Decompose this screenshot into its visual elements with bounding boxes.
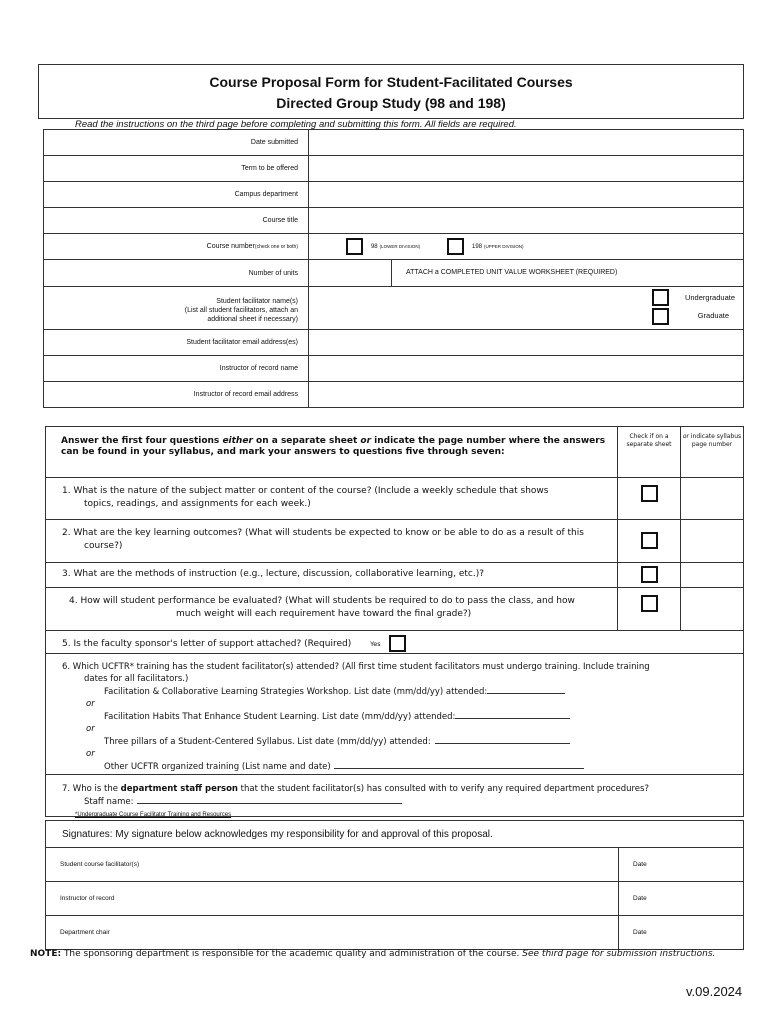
question-5-text: 5. Is the faculty sponsor's letter of support attached? (Required) [62, 639, 352, 649]
student-signature-field[interactable] [46, 848, 619, 882]
question-4-line-2: much weight will each requirement have toward the final grade?) [176, 609, 472, 619]
facilitator-label [44, 287, 309, 330]
instructor-date-field[interactable] [619, 882, 744, 916]
chair-signature-field[interactable] [46, 916, 619, 950]
student-signature-label: Student course facilitator(s) [60, 861, 140, 868]
course-title-label: Course title [44, 208, 309, 234]
question-2 [46, 520, 618, 563]
note-text: The sponsoring department is responsible for the academic quality and administration of the course. [61, 949, 523, 959]
staff-name-label: Staff name: [84, 796, 134, 807]
facilitator-label-1: Student facilitator name(s) [216, 297, 298, 305]
units-field[interactable] [309, 260, 392, 286]
units-label: Number of units [44, 260, 309, 287]
term-field[interactable] [309, 156, 744, 182]
graduate-checkbox[interactable] [652, 308, 669, 325]
question-6-line-2: dates for all facilitators.) [84, 673, 189, 684]
course-number-hint: (check one or both) [254, 244, 298, 250]
question-6-line-1: 6. Which UCFTR* training has the student facilitator(s) attended? (All first time student facilitators must undergo training. Include training [62, 662, 650, 672]
staff-name-field[interactable] [137, 795, 402, 804]
q6-option-3-text: Three pillars of a Student-Centered Syllabus. List date (mm/dd/yy) attended: [104, 737, 431, 747]
footnote-link[interactable]: *Undergraduate Course Facilitator Training and Resources [75, 812, 232, 818]
q6-option-4-text: Other UCFTR organized training (List name and date) [104, 762, 331, 772]
instructor-signature-field[interactable] [46, 882, 619, 916]
question-4 [46, 588, 618, 631]
col-header-separate: Check if on a separate sheet [618, 427, 681, 478]
department-label: Campus department [44, 182, 309, 208]
term-label: Term to be offered [44, 156, 309, 182]
course-number-options [309, 234, 744, 260]
signatures-table [45, 820, 744, 950]
question-1 [46, 478, 618, 520]
course-title-field[interactable] [309, 208, 744, 234]
col-header-or: or [682, 433, 689, 440]
course-number-label [44, 234, 309, 260]
q5-yes-label: Yes [370, 640, 381, 648]
form-title: Course Proposal Form for Student-Facilitated Courses [209, 74, 573, 90]
q6-option-2-text: Facilitation Habits That Enhance Student Learning. List date (mm/dd/yy) attended: [104, 712, 456, 722]
student-date-label: Date [633, 861, 647, 868]
col-header-page [681, 427, 744, 478]
question-6 [46, 654, 744, 775]
units-note: ATTACH a COMPLETED UNIT VALUE WORKSHEET (REQUIRED) [406, 269, 618, 276]
course-number-text: Course number [206, 243, 255, 250]
q3-checkbox[interactable] [641, 566, 658, 583]
questions-table [45, 426, 744, 817]
q4-page-field[interactable] [681, 588, 744, 631]
q3-check-cell [618, 563, 681, 588]
question-2-line-1: 2. What are the key learning outcomes? (What will students be expected to know or be able to do as a result of this [62, 528, 584, 538]
option-98-label: 98 [370, 244, 378, 251]
question-7-line-1 [62, 783, 743, 795]
checkbox-98[interactable] [346, 238, 363, 255]
note-label: NOTE: [30, 949, 62, 959]
intro-or: or [360, 436, 372, 446]
checkbox-198[interactable] [447, 238, 464, 255]
questions-intro [46, 427, 618, 478]
option-198-label: 198 [472, 244, 483, 251]
undergraduate-label: Undergraduate [684, 293, 735, 302]
course-info-table [43, 129, 744, 408]
facilitator-field[interactable] [309, 287, 744, 330]
department-field[interactable] [309, 182, 744, 208]
q3-page-field[interactable] [681, 563, 744, 588]
q6-option-1 [62, 685, 743, 699]
q6-or-2: or [86, 723, 95, 734]
q6-option-1-text: Facilitation & Collaborative Learning Strategies Workshop. List date (mm/dd/yy) attended: [104, 687, 488, 697]
chair-signature-label: Department chair [60, 929, 110, 936]
option-98-hint: (LOWER DIVISION) [379, 244, 421, 250]
graduate-label: Graduate [697, 311, 729, 320]
instructions-text: Read the instructions on the third page before completing and submitting this form. All fields are required. [75, 119, 517, 130]
q2-checkbox[interactable] [641, 532, 658, 549]
q5-yes-checkbox[interactable] [389, 635, 406, 652]
q2-page-field[interactable] [681, 520, 744, 563]
question-4-line-1: 4. How will student performance be evaluated? (What will students be required to do to pass the class, and how [69, 596, 575, 606]
q6-or-3: or [86, 748, 95, 759]
q7-bold: department staff person [120, 783, 238, 794]
staff-name-row [62, 795, 743, 808]
q6-option-3-date[interactable] [435, 735, 570, 744]
undergraduate-checkbox[interactable] [652, 289, 669, 306]
q6-option-1-date[interactable] [487, 685, 565, 694]
facilitator-email-field[interactable] [309, 330, 744, 356]
facilitator-label-3: additional sheet if necessary) [207, 315, 298, 323]
chair-date-field[interactable] [619, 916, 744, 950]
q1-page-field[interactable] [681, 478, 744, 520]
q6-option-2 [62, 710, 743, 724]
q7-text-a: 7. Who is the [62, 783, 121, 794]
question-5 [46, 631, 744, 654]
intro-either: either [222, 436, 253, 446]
q6-option-3 [62, 735, 743, 749]
chair-date-label: Date [633, 929, 647, 936]
version-label: v.09.2024 [686, 984, 743, 999]
date-submitted-label: Date submitted [44, 130, 309, 156]
q6-option-4 [62, 760, 743, 774]
q2-check-cell [618, 520, 681, 563]
question-1-line-1: 1. What is the nature of the subject matter or content of the course? (Include a weekly schedule that shows [62, 486, 549, 496]
signatures-header: Signatures: My signature below acknowledges my responsibility for and approval of this proposal. [46, 821, 744, 848]
q6-option-4-entry[interactable] [334, 760, 584, 769]
instructor-signature-label: Instructor of record [60, 895, 115, 902]
q1-checkbox[interactable] [641, 485, 658, 502]
intro-text-a: Answer the first four questions [61, 436, 223, 446]
instructor-email-field[interactable] [309, 382, 744, 408]
form-title-box [38, 64, 744, 119]
footer-note [30, 949, 715, 959]
form-subtitle: Directed Group Study (98 and 198) [276, 95, 506, 111]
units-row [309, 260, 744, 287]
instructor-date-label: Date [633, 895, 647, 902]
facilitator-email-label: Student facilitator email address(es) [44, 330, 309, 356]
intro-text-c: indicate the page number where the answers can be found in your syllabus, and mark your answers to questions five through seven: [61, 436, 606, 457]
q4-check-cell [618, 588, 681, 631]
instructor-name-field[interactable] [309, 356, 744, 382]
question-7 [46, 774, 744, 816]
instructor-email-label: Instructor of record email address [44, 382, 309, 408]
option-198-hint: (UPPER DIVISION) [483, 244, 524, 250]
intro-text-b: on a separate sheet [252, 436, 361, 446]
question-3: 3. What are the methods of instruction (e.g., lecture, discussion, collaborative learning, etc.)? [46, 563, 618, 588]
col-header-page-text: indicate syllabus page number [688, 433, 742, 448]
facilitator-label-2: (List all student facilitators, attach an [184, 306, 298, 314]
question-1-line-2: topics, readings, and assignments for each week.) [84, 499, 311, 509]
q4-checkbox[interactable] [641, 595, 658, 612]
date-submitted-field[interactable] [309, 130, 744, 156]
student-date-field[interactable] [619, 848, 744, 882]
q6-or-1: or [86, 698, 95, 709]
q1-check-cell [618, 478, 681, 520]
question-2-line-2: course?) [84, 541, 123, 551]
instructor-name-label: Instructor of record name [44, 356, 309, 382]
note-italic: See third page for submission instructions. [522, 949, 716, 959]
q6-option-2-date[interactable] [455, 710, 570, 719]
q7-text-b: that the student facilitator(s) has consulted with to verify any required department procedures? [237, 783, 649, 794]
